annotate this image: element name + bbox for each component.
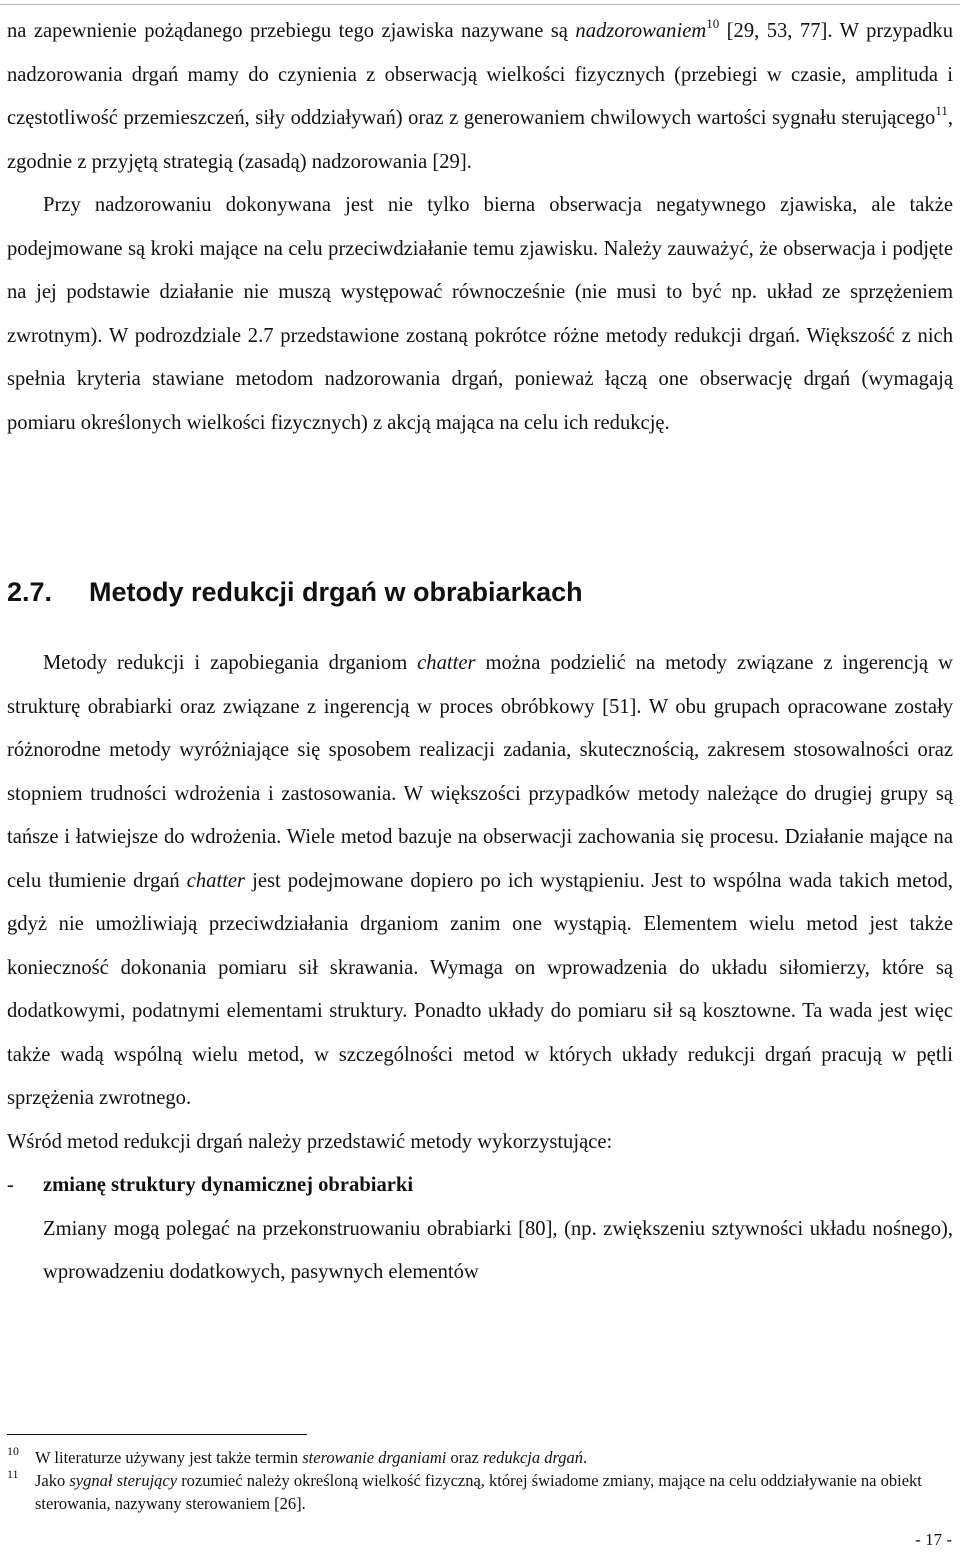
italic-term: nadzorowaniem	[575, 20, 707, 42]
section-number: 2.7.	[7, 577, 53, 607]
footnote-number: 11	[7, 1467, 19, 1481]
page-number: - 17 -	[915, 1530, 952, 1549]
footnote-ref: 11	[935, 103, 948, 118]
italic-term: chatter	[186, 869, 246, 892]
footnote-part: .	[583, 1448, 588, 1467]
italic-term: sygnał sterujący	[69, 1471, 178, 1490]
paragraph-text: jest podejmowane dopiero po ich wystąpieniu. Jest to wspólna wada takich metod, gdyż nie umożliwiają przeciwdziałania drganiom zanim one wystąpią. Elementem wielu metod jest także konieczność dokonania pomiaru sił skrawania. Wymaga on wprowadzenia do układu siłomierzy, które są dodatkowymi, podatnymi elementami struktury. Ponadto układy do pomiaru sił są kosztowne. Ta wada jest więc także wadą wspólną wielu metod, w szczególności metod w których układy redukcji drgań pracują w pętli sprzężenia zwrotnego.	[7, 869, 953, 1109]
footnote	[7, 1469, 953, 1515]
paragraph-text: można podzielić na metody związane z ingerencją w strukturę obrabiarki oraz związane z ingerencją w proces obróbkowy [51]. W obu grupach opracowane zostały różnorodne metody wyróżniające się sposobem realizacji zadania, skutecznością, zakresem stosowalności oraz stopniem trudności wdrożenia i zastosowania. W większości przypadków metody należące do drugiej grupy są tańsze i łatwiejsze do wdrożenia. Wiele metod bazuje na obserwacji zachowania się procesu. Działanie mające na celu tłumienie drgań	[7, 652, 953, 892]
paragraph-text: Metody redukcji i zapobiegania drganiom	[43, 652, 408, 674]
list-item-text: Zmiany mogą polegać na przekonstruowaniu obrabiarki [80], (np. zwiększeniu sztywności układu nośnego), wprowadzeniu dodatkowych, pasywnych elementów	[43, 1217, 953, 1283]
top-divider	[0, 4, 960, 5]
footnote-divider	[7, 1434, 307, 1435]
paragraph-methods	[7, 642, 953, 1121]
footnote-text	[35, 1469, 953, 1515]
footnote-text	[35, 1446, 953, 1469]
list-dash: -	[7, 1174, 14, 1196]
footnotes	[7, 1446, 953, 1515]
list-item	[7, 1164, 953, 1208]
paragraph-text: na zapewnienie pożądanego przebiegu tego zjawiska nazywane są	[7, 20, 568, 42]
footnote-part: W literaturze używany jest także termin	[35, 1448, 299, 1467]
footnote-part: rozumieć należy określoną wielkość fizyczną, której świadome zmiany, mające na celu oddziaływanie na obiekt sterowania, nazywany sterowaniem [26].	[35, 1471, 922, 1513]
footnote-number: 10	[7, 1444, 19, 1458]
paragraph-observation: Przy nadzorowaniu dokonywana jest nie tylko bierna obserwacja negatywnego zjawiska, ale także podejmowane są kroki mające na celu przeciwdziałanie temu zjawisku. Należy zauważyć, że obserwacja i podjęte na jej podstawie działanie nie muszą występować równocześnie (nie musi to być np. układ ze sprzężeniem zwrotnym). W podrozdziale 2.7 przedstawione zostaną pokrótce różne metody redukcji drgań. Większość z nich spełnia kryteria stawiane metodom nadzorowania drgań, ponieważ łączą one obserwację drgań (wymagają pomiaru określonych wielkości fizycznych) z akcją mająca na celu ich redukcję.	[7, 194, 953, 434]
italic-term: sterowanie drganiami	[302, 1448, 447, 1467]
footnote	[7, 1446, 953, 1469]
body-text-lower	[7, 642, 953, 1295]
italic-term: redukcja drgań	[482, 1448, 584, 1467]
section-title: Metody redukcji drgań w obrabiarkach	[89, 577, 583, 607]
footnote-ref: 10	[706, 16, 720, 31]
paragraph-text: [29, 53, 77]. W przypadku nadzorowania drgań mamy do czynienia z obserwacją wielkości fizycznych (przebiegi w czasie, amplituda i częstotliwość przemieszczeń, siły oddziaływań) oraz z generowaniem chwilowych wartości sygnału sterującego	[7, 20, 953, 129]
paragraph-list-intro: Wśród metod redukcji drgań należy przedstawić metody wykorzystujące:	[7, 1130, 613, 1153]
list-item-label: zmianę struktury dynamicznej obrabiarki	[43, 1174, 414, 1196]
footnote-part: Jako	[35, 1471, 66, 1490]
footnote-part: oraz	[450, 1448, 479, 1467]
paragraph-text: , zgodnie z przyjętą strategią (zasadą) nadzorowania [29].	[7, 107, 953, 173]
section-heading	[7, 570, 953, 614]
italic-term: chatter	[417, 652, 476, 674]
paragraph-supervision	[7, 10, 953, 184]
body-text-upper	[7, 10, 953, 445]
